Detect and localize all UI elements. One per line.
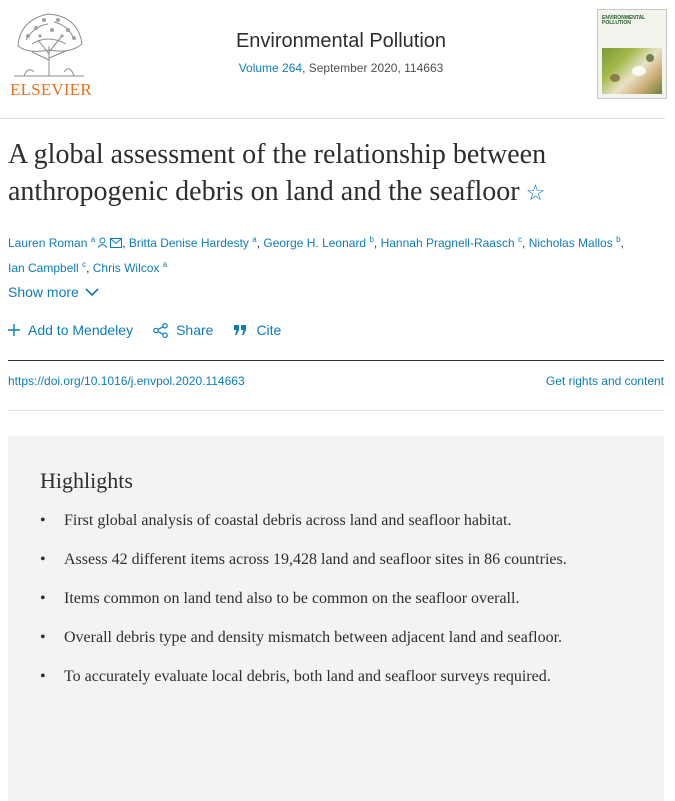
article-actions [8,322,281,338]
show-more-button[interactable] [8,284,99,300]
author-link[interactable]: George H. Leonard $^b$ [263,235,374,250]
author-link[interactable]: Nicholas Mallos $^b$ [528,235,621,250]
add-to-mendeley-button[interactable] [8,322,133,338]
star-icon[interactable]: ☆ [525,180,546,205]
envelope-icon[interactable] [110,238,122,248]
journal-block [160,30,522,75]
quote-icon [233,324,248,336]
header-divider [0,118,665,119]
actions-divider [8,360,664,361]
plus-icon [8,324,20,336]
highlight-item: • Assess 42 different items across 19,428 land and seafloor sites in 86 countries. [40,547,640,572]
journal-meta [160,61,522,75]
rights-link[interactable]: Get rights and content [545,374,664,388]
cover-title: ENVIRONMENTAL POLLUTION [602,15,646,26]
doi-link[interactable]: https://doi.org/10.1016/j.envpol.2020.114663 [8,374,245,388]
highlight-item: • To accurately evaluate local debris, both land and seafloor surveys required. [40,664,640,689]
author-link[interactable]: Ian Campbell $^c$ [8,260,87,275]
volume-link[interactable]: Volume 264 [238,61,303,75]
journal-cover[interactable] [597,9,667,99]
author-link[interactable]: Lauren Roman $^a$ [8,235,96,250]
cover-image [602,48,662,94]
doi-divider [8,410,664,411]
issue-info: , September 2020, 114663 [302,61,444,75]
person-icon[interactable] [97,237,108,248]
highlight-item: • Items common on land tend also to be common on the seafloor overall. [40,586,640,611]
share-button[interactable] [153,322,213,338]
highlight-item: • Overall debris type and density mismatch between adjacent land and seafloor. [40,625,640,650]
article-title-text: A global assessment of the relationship between anthropogenic debris on land and the seafloor [8,139,547,207]
show-more-label: Show more [8,284,79,300]
cite-label: Cite [256,322,282,338]
share-icon [153,323,168,338]
article-header [0,0,675,116]
author-link[interactable]: Hannah Pragnell-Raasch $^c$ [380,235,523,250]
highlights-box [8,436,664,801]
article-title [8,136,658,211]
mendeley-label: Add to Mendeley [28,322,134,338]
highlights-list [40,508,640,703]
publisher-name: ELSEVIER [10,80,92,99]
author-link[interactable]: Chris Wilcox $^a$ [92,260,168,275]
cite-button[interactable] [233,322,281,338]
highlights-title: Highlights [40,468,133,493]
journal-title-link[interactable]: Environmental Pollution [235,30,447,52]
share-label: Share [176,322,214,338]
author-list: Lauren Roman $^a$ , Britta Denise Hardesty $^a$, George H. Leonard $^b$, Hannah Pragnell-Raasch $^c$, Nicholas Mallos $^b$, Ian Campbell $^c$, Chris Wilcox $^a$ [8,235,624,275]
author-link[interactable]: Britta Denise Hardesty $^a$ [128,235,257,250]
tree-logo-icon [8,6,90,80]
chevron-down-icon [85,288,99,297]
highlight-item: • First global analysis of coastal debris across land and seafloor habitat. [40,508,640,533]
